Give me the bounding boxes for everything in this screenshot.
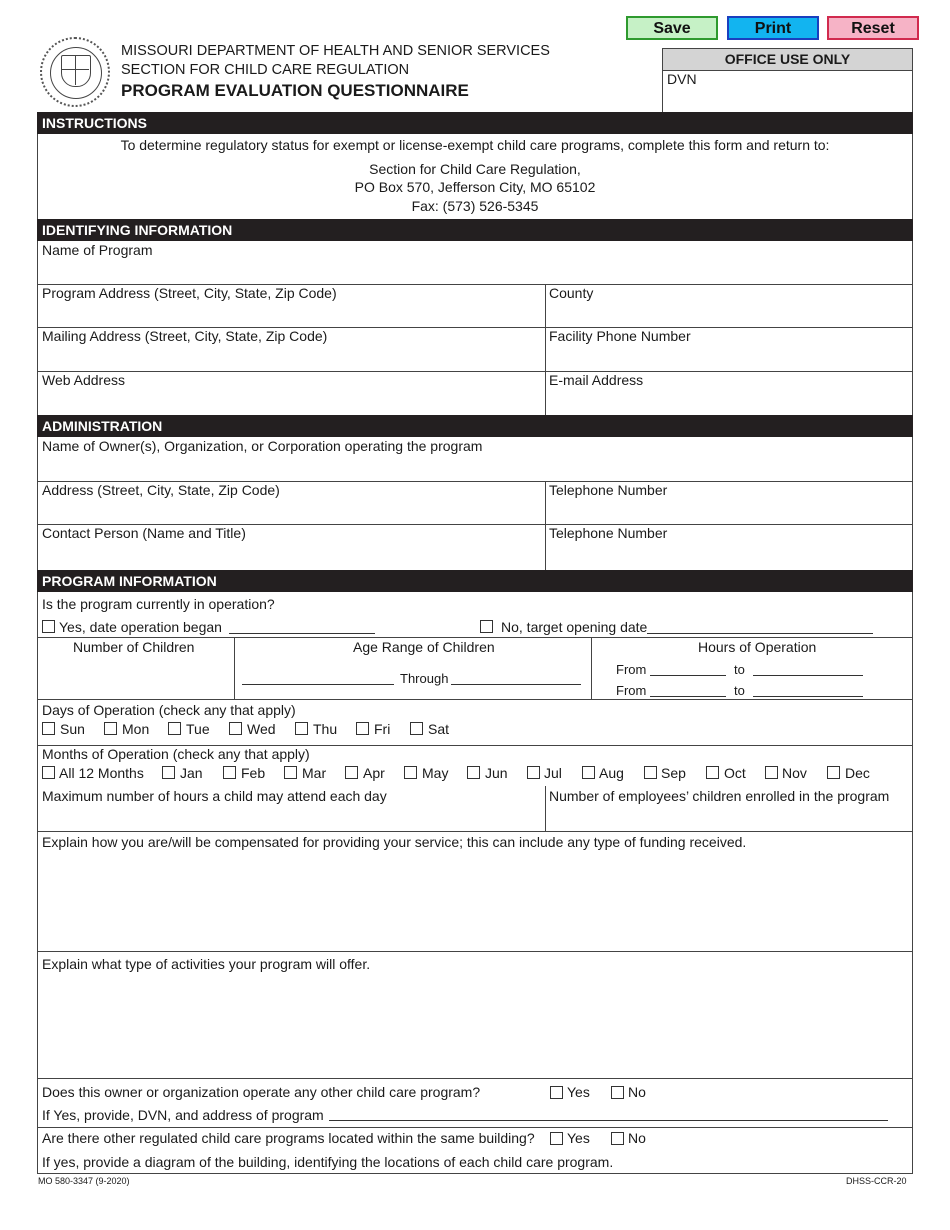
hours-from-2-field[interactable] (650, 696, 726, 697)
office-use-title: OFFICE USE ONLY (663, 49, 912, 71)
day-label: Thu (313, 721, 338, 737)
no-label: No (628, 1084, 646, 1100)
to-label-1: to (734, 662, 745, 677)
yes-date-label: Yes, date operation began (59, 619, 222, 635)
same-building-no-checkbox[interactable] (611, 1132, 624, 1145)
owner-address-field[interactable] (40, 499, 542, 523)
section-name: SECTION FOR CHILD CARE REGULATION (121, 62, 410, 78)
hours-from-1-field[interactable] (650, 675, 726, 676)
day-label: Mon (122, 721, 150, 737)
to-label-2: to (734, 683, 745, 698)
hours-to-2-field[interactable] (753, 696, 863, 697)
month-label: Dec (845, 765, 870, 781)
email-label: E-mail Address (549, 372, 644, 388)
age-range-label: Age Range of Children (353, 639, 495, 655)
month-feb-checkbox[interactable] (223, 766, 236, 779)
day-tue-checkbox[interactable] (168, 722, 181, 735)
other-program-question: Does this owner or organization operate any other child care program? (42, 1084, 481, 1100)
date-began-field[interactable] (229, 633, 375, 634)
dvn-field[interactable] (667, 70, 907, 110)
contact-person-field[interactable] (40, 542, 542, 566)
yes-label: Yes (567, 1130, 590, 1146)
reset-button[interactable]: Reset (827, 16, 919, 40)
day-label: Fri (374, 721, 391, 737)
month-oct-checkbox[interactable] (706, 766, 719, 779)
program-name-field[interactable] (40, 258, 908, 282)
activities-label: Explain what type of activities your program will offer. (42, 956, 371, 972)
month-label: All 12 Months (59, 765, 144, 781)
month-apr-checkbox[interactable] (345, 766, 358, 779)
day-sat-checkbox[interactable] (410, 722, 423, 735)
no-in-operation-checkbox[interactable] (480, 620, 493, 633)
agency-name: MISSOURI DEPARTMENT OF HEALTH AND SENIOR SERVICES (121, 43, 550, 59)
month-jun-checkbox[interactable] (467, 766, 480, 779)
program-address-label: Program Address (Street, City, State, Zip Code) (42, 285, 337, 301)
day-wed-checkbox[interactable] (229, 722, 242, 735)
county-field[interactable] (548, 302, 908, 326)
month-mar-checkbox[interactable] (284, 766, 297, 779)
month-jul-checkbox[interactable] (527, 766, 540, 779)
month-jan-checkbox[interactable] (162, 766, 175, 779)
month-dec-checkbox[interactable] (827, 766, 840, 779)
county-label: County (549, 285, 594, 301)
compensation-label: Explain how you are/will be compensated for providing your service; this can include any type of funding received. (42, 834, 747, 850)
hours-label: Hours of Operation (698, 639, 817, 655)
instructions-header: INSTRUCTIONS (37, 112, 913, 134)
facility-phone-field[interactable] (548, 345, 908, 369)
days-label: Days of Operation (check any that apply) (42, 702, 296, 718)
yes-label: Yes (567, 1084, 590, 1100)
web-address-field[interactable] (40, 389, 542, 413)
return-address-line1: Section for Child Care Regulation, (369, 161, 581, 177)
month-label: Sep (661, 765, 686, 781)
month-label: May (422, 765, 449, 781)
mailing-address-field[interactable] (40, 345, 542, 369)
number-children-field[interactable] (40, 658, 230, 696)
from-label-2: From (616, 683, 647, 698)
facility-phone-label: Facility Phone Number (549, 328, 691, 344)
age-to-field[interactable] (451, 684, 581, 685)
email-field[interactable] (548, 389, 908, 413)
months-label: Months of Operation (check any that apply) (42, 746, 310, 762)
day-label: Sun (60, 721, 85, 737)
return-address-line2: PO Box 570, Jefferson City, MO 65102 (354, 179, 596, 195)
identifying-header: IDENTIFYING INFORMATION (37, 219, 913, 241)
owner-phone-label: Telephone Number (549, 482, 668, 498)
month-label: Oct (724, 765, 746, 781)
other-program-no-checkbox[interactable] (611, 1086, 624, 1099)
form-code: DHSS-CCR-20 (846, 1176, 907, 1186)
return-fax: Fax: (573) 526-5345 (411, 198, 539, 214)
day-sun-checkbox[interactable] (42, 722, 55, 735)
month-label: Apr (363, 765, 385, 781)
contact-phone-label: Telephone Number (549, 525, 668, 541)
diagram-instruction: If yes, provide a diagram of the building, identifying the locations of each child care program. (42, 1154, 614, 1170)
through-label: Through (400, 671, 449, 686)
month-sep-checkbox[interactable] (644, 766, 657, 779)
month-nov-checkbox[interactable] (765, 766, 778, 779)
form-number: MO 580-3347 (9-2020) (38, 1176, 130, 1186)
dvn-label: DVN (667, 71, 697, 87)
other-program-dvn-field[interactable] (329, 1120, 888, 1121)
month-label: Mar (302, 765, 327, 781)
month-may-checkbox[interactable] (404, 766, 417, 779)
day-mon-checkbox[interactable] (104, 722, 117, 735)
day-label: Sat (428, 721, 450, 737)
same-building-question: Are there other regulated child care programs located within the same building? (42, 1130, 535, 1146)
same-building-yes-checkbox[interactable] (550, 1132, 563, 1145)
day-thu-checkbox[interactable] (295, 722, 308, 735)
contact-phone-field[interactable] (548, 542, 908, 566)
owner-name-field[interactable] (40, 455, 908, 479)
program-name-label: Name of Program (42, 242, 153, 258)
month-all-checkbox[interactable] (42, 766, 55, 779)
day-fri-checkbox[interactable] (356, 722, 369, 735)
employees-children-field[interactable] (548, 805, 908, 829)
yes-in-operation-checkbox[interactable] (42, 620, 55, 633)
program-info-header: PROGRAM INFORMATION (37, 570, 913, 592)
instructions-text: To determine regulatory status for exempt or license-exempt child care programs, complete this form and return to: (120, 137, 830, 153)
employees-children-label: Number of employees’ children enrolled in the program (549, 788, 890, 804)
number-children-label: Number of Children (73, 639, 195, 655)
web-address-label: Web Address (42, 372, 126, 388)
save-button[interactable]: Save (626, 16, 718, 40)
month-label: Jul (544, 765, 562, 781)
month-label: Jun (485, 765, 508, 781)
state-seal-icon (40, 37, 110, 107)
owner-address-label: Address (Street, City, State, Zip Code) (42, 482, 280, 498)
max-hours-label: Maximum number of hours a child may attend each day (42, 788, 387, 804)
activities-textarea[interactable] (40, 974, 908, 1074)
day-label: Tue (186, 721, 210, 737)
contact-person-label: Contact Person (Name and Title) (42, 525, 246, 541)
other-program-yes-checkbox[interactable] (550, 1086, 563, 1099)
month-label: Feb (241, 765, 266, 781)
mailing-address-label: Mailing Address (Street, City, State, Zip Code) (42, 328, 328, 344)
page-title: PROGRAM EVALUATION QUESTIONNAIRE (121, 81, 469, 100)
month-label: Aug (599, 765, 624, 781)
from-label-1: From (616, 662, 647, 677)
owner-phone-field[interactable] (548, 499, 908, 523)
target-date-field[interactable] (647, 633, 873, 634)
age-from-field[interactable] (242, 684, 394, 685)
month-label: Nov (782, 765, 807, 781)
if-yes-dvn-label: If Yes, provide, DVN, and address of program (42, 1107, 324, 1123)
month-aug-checkbox[interactable] (582, 766, 595, 779)
day-label: Wed (247, 721, 276, 737)
hours-to-1-field[interactable] (753, 675, 863, 676)
month-label: Jan (180, 765, 203, 781)
no-target-label: No, target opening date (501, 619, 648, 635)
owner-name-label: Name of Owner(s), Organization, or Corporation operating the program (42, 438, 483, 454)
print-button[interactable]: Print (727, 16, 819, 40)
max-hours-field[interactable] (40, 805, 542, 829)
administration-header: ADMINISTRATION (37, 415, 913, 437)
in-operation-question: Is the program currently in operation? (42, 596, 275, 612)
program-address-field[interactable] (40, 302, 542, 326)
no-label: No (628, 1130, 646, 1146)
compensation-textarea[interactable] (40, 852, 908, 948)
